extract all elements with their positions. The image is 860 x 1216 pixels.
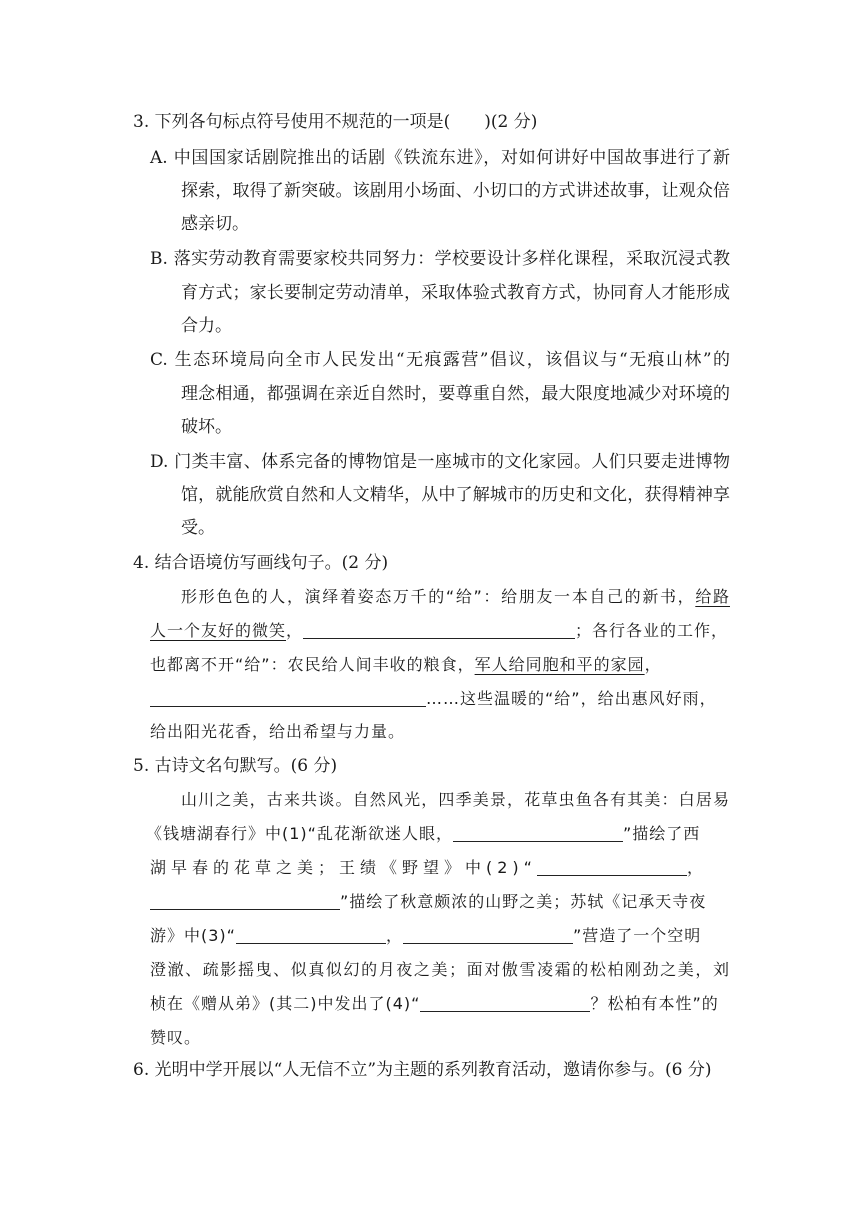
q4-text: ……这些温暖的“给”，给出惠风好雨，: [426, 689, 717, 708]
q5-text: ，: [385, 926, 403, 945]
q3-option-b-line3: 合力。: [181, 316, 232, 336]
q4-text: ，: [286, 621, 304, 640]
q4-text: ；各行各业的工作，: [575, 621, 729, 640]
q4-text: 形形色色的人，演绎着姿态万千的“给”：给朋友一本自己的新书，: [181, 587, 696, 606]
q5-text: 《钱塘湖春行》中(1)“乱花渐欲迷人眼，: [146, 824, 453, 843]
q4-underlined-sentence: 军人给同胞和平的家园: [474, 655, 645, 674]
q4-paragraph-line5: 给出阳光花香，给出希望与力量。: [150, 722, 406, 741]
q4-paragraph-line4: [150, 687, 730, 711]
q5-text: 游》中(3)“: [150, 926, 236, 945]
q5-text: 桢在《赠从弟》(其二)中发出了(4)“: [150, 994, 421, 1013]
answer-blank[interactable]: [453, 825, 623, 842]
q3-option-d-line2: 馆，就能欣赏自然和人文精华，从中了解城市的历史和文化，获得精神享: [181, 485, 730, 505]
q5-text: ，: [686, 858, 704, 877]
q3-option-b-line1: B. 落实劳动教育需要家校共同努力：学校要设计多样化课程，采取沉浸式教: [150, 249, 730, 269]
q5-paragraph-line3: [150, 856, 730, 880]
q3-option-a-line3: 感亲切。: [181, 214, 249, 234]
q3-option-a-line1: A. 中国国家话剧院推出的话剧《铁流东进》，对如何讲好中国故事进行了新: [150, 148, 730, 168]
answer-blank[interactable]: [403, 927, 573, 944]
q3-option-c-line2: 理念相通，都强调在亲近自然时，要尊重自然，最大限度地减少对环境的: [181, 384, 730, 404]
q4-paragraph-line3: [150, 653, 730, 677]
q3-option-d-line1: D. 门类丰富、体系完备的博物馆是一座城市的文化家园。人们只要走进博物: [150, 452, 730, 472]
q5-paragraph-line5: [150, 924, 730, 948]
q4-underlined-sentence: 人一个友好的微笑: [150, 621, 287, 640]
answer-blank[interactable]: [150, 690, 426, 707]
q5-text: ”营造了一个空明: [572, 926, 702, 945]
q3-option-a-line2: 探索，取得了新突破。该剧用小场面、小切口的方式讲述故事，让观众倍: [181, 181, 730, 201]
q3-option-b-line2: 育方式；家长要制定劳动清单，采取体验式教育方式，协同育人才能形成: [181, 283, 730, 303]
q4-stem: 4. 结合语境仿写画线句子。(2 分): [133, 553, 389, 573]
q5-paragraph-line6: 澄澈、疏影摇曳、似真似幻的月夜之美；面对傲雪凌霜的松柏刚劲之美，刘: [150, 960, 730, 979]
q5-paragraph-line7: [150, 992, 730, 1016]
q4-text: 也都离不开“给”：农民给人间丰收的粮食，: [150, 655, 475, 674]
q3-option-c-line1: C. 生态环境局向全市人民发出“无痕露营”倡议，该倡议与“无痕山林”的: [150, 350, 730, 370]
answer-blank[interactable]: [236, 927, 386, 944]
answer-blank[interactable]: [150, 893, 340, 910]
answer-blank[interactable]: [303, 622, 575, 639]
q5-text: ”描绘了秋意颇浓的山野之美；苏轼《记承天寺夜: [340, 892, 707, 911]
q4-underlined-sentence: 给路: [695, 587, 730, 606]
q5-stem: 5. 古诗文名句默写。(6 分): [133, 756, 338, 776]
q5-paragraph-line1: 山川之美，古来共谈。自然风光，四季美景，花草虫鱼各有其美：白居易: [181, 790, 730, 809]
q5-paragraph-line8: 赞叹。: [150, 1028, 202, 1047]
q3-option-c-line3: 破坏。: [181, 417, 232, 437]
q3-stem: 3. 下列各句标点符号使用不规范的一项是( )(2 分): [133, 112, 538, 132]
q3-option-d-line3: 受。: [181, 518, 215, 538]
q4-text: ，: [644, 655, 662, 674]
answer-blank[interactable]: [420, 995, 590, 1012]
answer-blank[interactable]: [537, 859, 687, 876]
q6-stem: 6. 光明中学开展以“人无信不立”为主题的系列教育活动，邀请你参与。(6 分): [133, 1060, 712, 1080]
q5-text: 湖早春的花草之美；王绩《野望》中(2)“: [150, 858, 537, 877]
q5-text: ”描绘了西: [622, 824, 701, 843]
q4-paragraph-line1: [181, 585, 730, 609]
q4-paragraph-line2: [150, 619, 730, 643]
q5-text: ？松柏有本性”的: [590, 994, 719, 1013]
q5-paragraph-line4: [150, 890, 730, 914]
q5-paragraph-line2: [146, 822, 730, 846]
